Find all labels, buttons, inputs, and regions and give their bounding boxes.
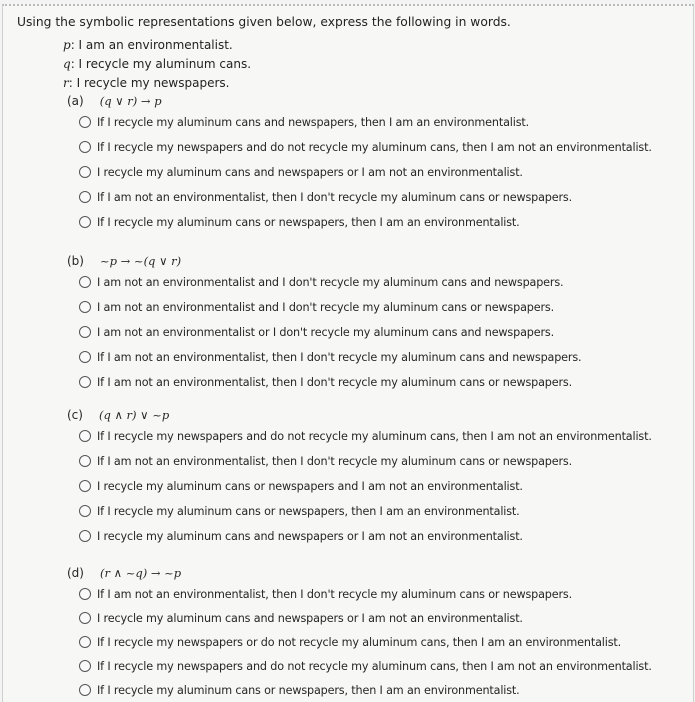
definition-r [63, 74, 251, 93]
radio-button[interactable] [79, 141, 91, 153]
radio-button[interactable] [79, 612, 91, 624]
radio-button[interactable] [79, 636, 91, 648]
part-header [67, 566, 181, 580]
definition-text: : I am an environmentalist. [70, 38, 233, 52]
option-text: I recycle my aluminum cans or newspapers and I am not an environmentalist. [97, 479, 523, 493]
answer-option[interactable] [79, 212, 520, 232]
option-text: If I am not an environmentalist, then I don't recycle my aluminum cans or newspapers. [97, 190, 572, 204]
radio-button[interactable] [79, 430, 91, 442]
answer-option[interactable] [79, 137, 652, 157]
answer-option[interactable] [79, 526, 523, 546]
part-header [67, 254, 181, 268]
definition-var: p [63, 38, 71, 52]
definitions-list [63, 36, 251, 93]
part-header [67, 408, 169, 422]
answer-option[interactable] [79, 501, 520, 521]
radio-button[interactable] [79, 276, 91, 288]
answer-option[interactable] [79, 297, 554, 317]
part-label: (d) [67, 566, 84, 580]
radio-button[interactable] [79, 116, 91, 128]
option-text: If I recycle my aluminum cans or newspapers, then I am an environmentalist. [97, 215, 520, 229]
definition-p [63, 36, 251, 55]
answer-option[interactable] [79, 372, 572, 392]
option-text: I recycle my aluminum cans and newspapers or I am not an environmentalist. [97, 165, 523, 179]
option-text: I am not an environmentalist and I don't recycle my aluminum cans or newspapers. [97, 300, 554, 314]
answer-option[interactable] [79, 584, 572, 604]
radio-button[interactable] [79, 376, 91, 388]
answer-option[interactable] [79, 347, 581, 367]
option-text: I am not an environmentalist or I don't recycle my aluminum cans and newspapers. [97, 325, 554, 339]
answer-option[interactable] [79, 680, 520, 700]
answer-option[interactable] [79, 322, 554, 342]
radio-button[interactable] [79, 326, 91, 338]
answer-option[interactable] [79, 656, 652, 676]
option-text: If I recycle my newspapers or do not recycle my aluminum cans, then I am an environmentalist. [97, 635, 622, 649]
radio-button[interactable] [79, 351, 91, 363]
radio-button[interactable] [79, 588, 91, 600]
part-expression: (q ∧ r) ∨ ~p [98, 408, 170, 422]
option-text: If I am not an environmentalist, then I don't recycle my aluminum cans or newspapers. [97, 454, 572, 468]
instruction-text: Using the symbolic representations given below, express the following in words. [17, 15, 511, 29]
answer-option[interactable] [79, 112, 529, 132]
answer-option[interactable] [79, 476, 523, 496]
radio-button[interactable] [79, 216, 91, 228]
option-text: If I am not an environmentalist, then I don't recycle my aluminum cans or newspapers. [97, 375, 572, 389]
option-text: If I recycle my aluminum cans or newspapers, then I am an environmentalist. [97, 504, 520, 518]
part-expression: (r ∧ ~q) → ~p [99, 566, 182, 580]
definition-q [63, 55, 251, 74]
option-text: If I recycle my newspapers and do not recycle my aluminum cans, then I am not an environmentalist. [97, 140, 652, 154]
answer-option[interactable] [79, 451, 572, 471]
radio-button[interactable] [79, 166, 91, 178]
definition-text: : I recycle my aluminum cans. [70, 57, 252, 71]
radio-button[interactable] [79, 191, 91, 203]
answer-option[interactable] [79, 426, 652, 446]
answer-option[interactable] [79, 632, 621, 652]
definition-var: r [63, 76, 69, 90]
radio-button[interactable] [79, 530, 91, 542]
radio-button[interactable] [79, 480, 91, 492]
answer-option[interactable] [79, 187, 572, 207]
option-text: I am not an environmentalist and I don't recycle my aluminum cans and newspapers. [97, 275, 564, 289]
option-text: I recycle my aluminum cans and newspapers or I am not an environmentalist. [97, 529, 523, 543]
part-header [67, 94, 162, 108]
part-label: (c) [67, 408, 83, 422]
part-label: (a) [67, 94, 84, 108]
option-text: If I recycle my aluminum cans and newspapers, then I am an environmentalist. [97, 115, 530, 129]
part-label: (b) [67, 254, 84, 268]
part-expression: ~p → ~(q ∨ r) [99, 254, 182, 268]
radio-button[interactable] [79, 684, 91, 696]
radio-button[interactable] [79, 301, 91, 313]
radio-button[interactable] [79, 660, 91, 672]
radio-button[interactable] [79, 505, 91, 517]
definition-var: q [63, 57, 71, 71]
definition-text: : I recycle my newspapers. [68, 76, 230, 90]
option-text: I recycle my aluminum cans and newspapers or I am not an environmentalist. [97, 611, 523, 625]
option-text: If I am not an environmentalist, then I don't recycle my aluminum cans and newspapers. [97, 350, 582, 364]
radio-button[interactable] [79, 455, 91, 467]
option-text: If I recycle my newspapers and do not recycle my aluminum cans, then I am not an environmentalist. [97, 659, 652, 673]
option-text: If I recycle my aluminum cans or newspapers, then I am an environmentalist. [97, 683, 520, 697]
answer-option[interactable] [79, 608, 523, 628]
answer-option[interactable] [79, 162, 523, 182]
option-text: If I am not an environmentalist, then I don't recycle my aluminum cans or newspapers. [97, 587, 572, 601]
part-expression: (q ∨ r) → p [99, 94, 162, 108]
option-text: If I recycle my newspapers and do not recycle my aluminum cans, then I am not an environmentalist. [97, 429, 652, 443]
answer-option[interactable] [79, 272, 563, 292]
question-page [2, 4, 694, 702]
